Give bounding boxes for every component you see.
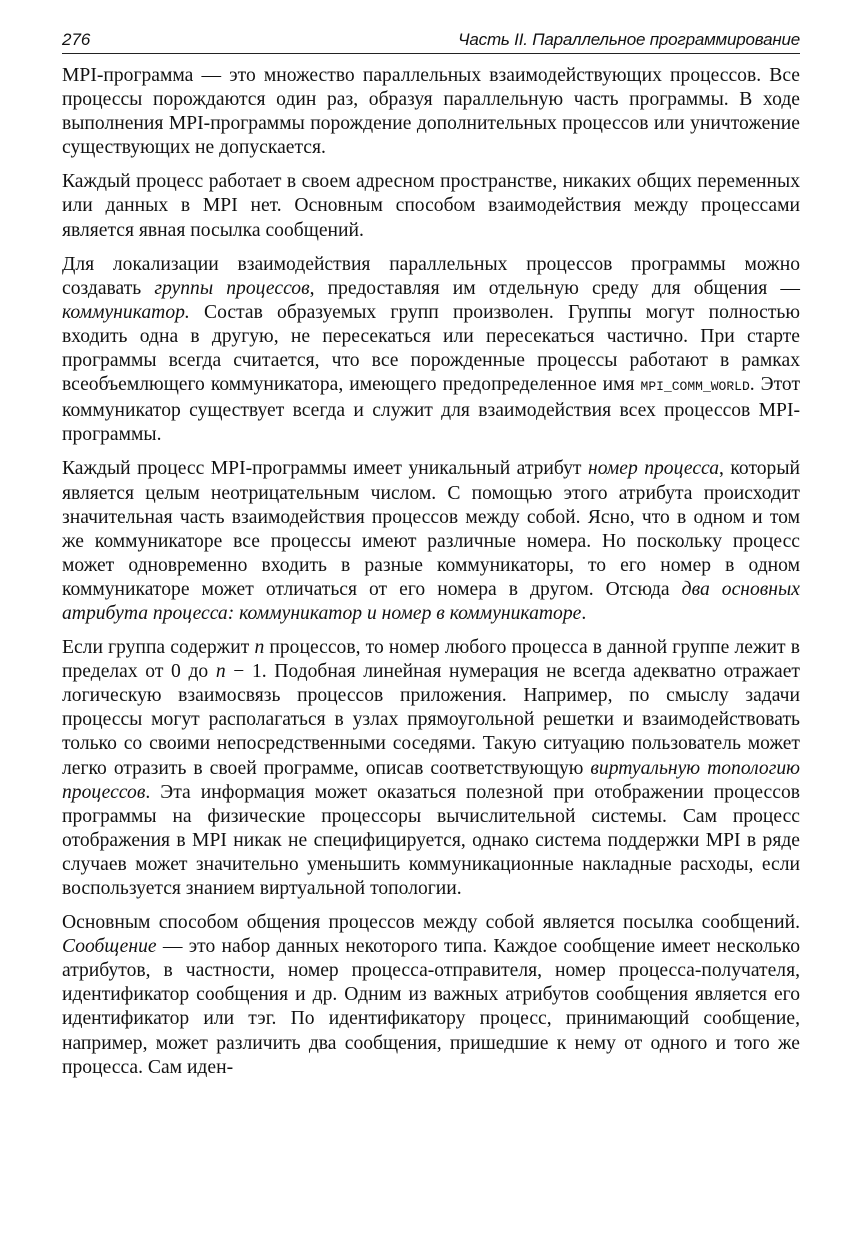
text-run: процессов, то номер любого процесса в данной группе лежит в пределах от 0 до xyxy=(62,637,800,683)
text-run: . Эта информация может оказаться полезной при отображении процессов программы на физические процессоры вычислительной системы. Сам процесс отображения в MPI никак не специфицируется, однако система поддержки MPI в ряде случаев может значительно уменьшить коммуникационные накладные расходы, если воспользуется знанием виртуальной топологии. xyxy=(62,781,800,899)
book-page xyxy=(62,28,800,1090)
emphasis-term: n xyxy=(254,637,265,659)
text-run: MPI-программа — это множество параллельных взаимодействующих процессов. Все процессы порождаются один раз, образуя параллельную часть программы. В ходе выполнения MPI-программы порождение дополнительных процессов или уничтожение существующих не допускается. xyxy=(62,65,800,159)
text-run: , который является целым неотрицательным числом. С помощью этого атрибута происходит значительная часть взаимодействия процессов между собой. Ясно, что в одном и том же коммуникаторе все процессы имеют различные номера. Но поскольку процесс может одновременно входить в разные коммуникаторы, то его номер в одном коммуникаторе может отличаться от его номера в другом. Отсюда xyxy=(62,458,800,600)
page-body xyxy=(62,64,800,1080)
running-header xyxy=(62,28,800,54)
text-run: Основным способом общения процессов между собой является посылка сообщений. xyxy=(62,912,800,934)
emphasis-term: номер процесса xyxy=(587,458,720,480)
emphasis-term: Сообщение xyxy=(62,936,157,958)
emphasis-term: коммуникатор. xyxy=(62,301,190,323)
emphasis-term: виртуальную топологию процессов xyxy=(62,757,800,803)
text-run: . Этот коммуникатор существует всегда и служит для взаимодействия всех процессов MPI-программы. xyxy=(62,374,801,446)
text-run: , предоставляя им отдельную среду для общения — xyxy=(309,277,801,299)
paragraph-p6 xyxy=(62,911,800,1080)
text-run: Для локализации взаимодействия параллельных процессов программы можно создавать xyxy=(62,253,800,299)
page-number: 276 xyxy=(62,30,91,49)
running-title: Часть II. Параллельное программирование xyxy=(458,30,800,49)
paragraph-p2 xyxy=(62,170,800,242)
text-run: Состав образуемых групп произволен. Группы могут полностью входить одна в другую, не пересекаться или пересекаться частично. При старте программы всегда считается, что все порожденные процессы работают в рамках всеобъемлющего коммуникатора, имеющего предопределенное имя xyxy=(62,301,800,396)
paragraph-p1 xyxy=(62,64,800,160)
text-run: Каждый процесс MPI-программы имеет уникальный атрибут xyxy=(62,458,588,480)
paragraph-p5 xyxy=(62,636,800,901)
emphasis-term: группы процессов xyxy=(154,277,310,299)
text-run: Каждый процесс работает в своем адресном пространстве, никаких общих переменных или данных в MPI нет. Основным способом взаимодействия между процессами является явная посылка сообщений. xyxy=(62,171,800,241)
emphasis-term: n xyxy=(215,661,226,683)
paragraph-p3 xyxy=(62,253,800,448)
emphasis-term: два основных атрибута процесса: коммуникатор и номер в коммуникаторе xyxy=(62,578,800,624)
code-identifier: MPI_COMM_WORLD xyxy=(640,379,750,395)
text-run: Если группа содержит xyxy=(62,637,255,659)
text-run: — это набор данных некоторого типа. Каждое сообщение имеет несколько атрибутов, в частности, номер процесса-отправителя, номер процесса-получателя, идентификатор сообщения и др. Одним из важных атрибутов сообщения является его идентификатор или тэг. По идентификатору процесс, принимающий сообщение, например, может различить два сообщения, пришедшие к нему от одного и того же процесса. Сам иден- xyxy=(62,936,800,1078)
text-run: . xyxy=(581,602,587,624)
paragraph-p4 xyxy=(62,457,800,626)
text-run: − 1. Подобная линейная нумерация не всегда адекватно отражает логическую взаимосвязь процессов приложения. Например, по смыслу задачи процессы могут располагаться в узлах прямоугольной решетки и взаимодействовать только со своими непосредственными соседями. Такую ситуацию пользователь может легко отразить в своей программе, описав соответствующую xyxy=(62,661,800,779)
